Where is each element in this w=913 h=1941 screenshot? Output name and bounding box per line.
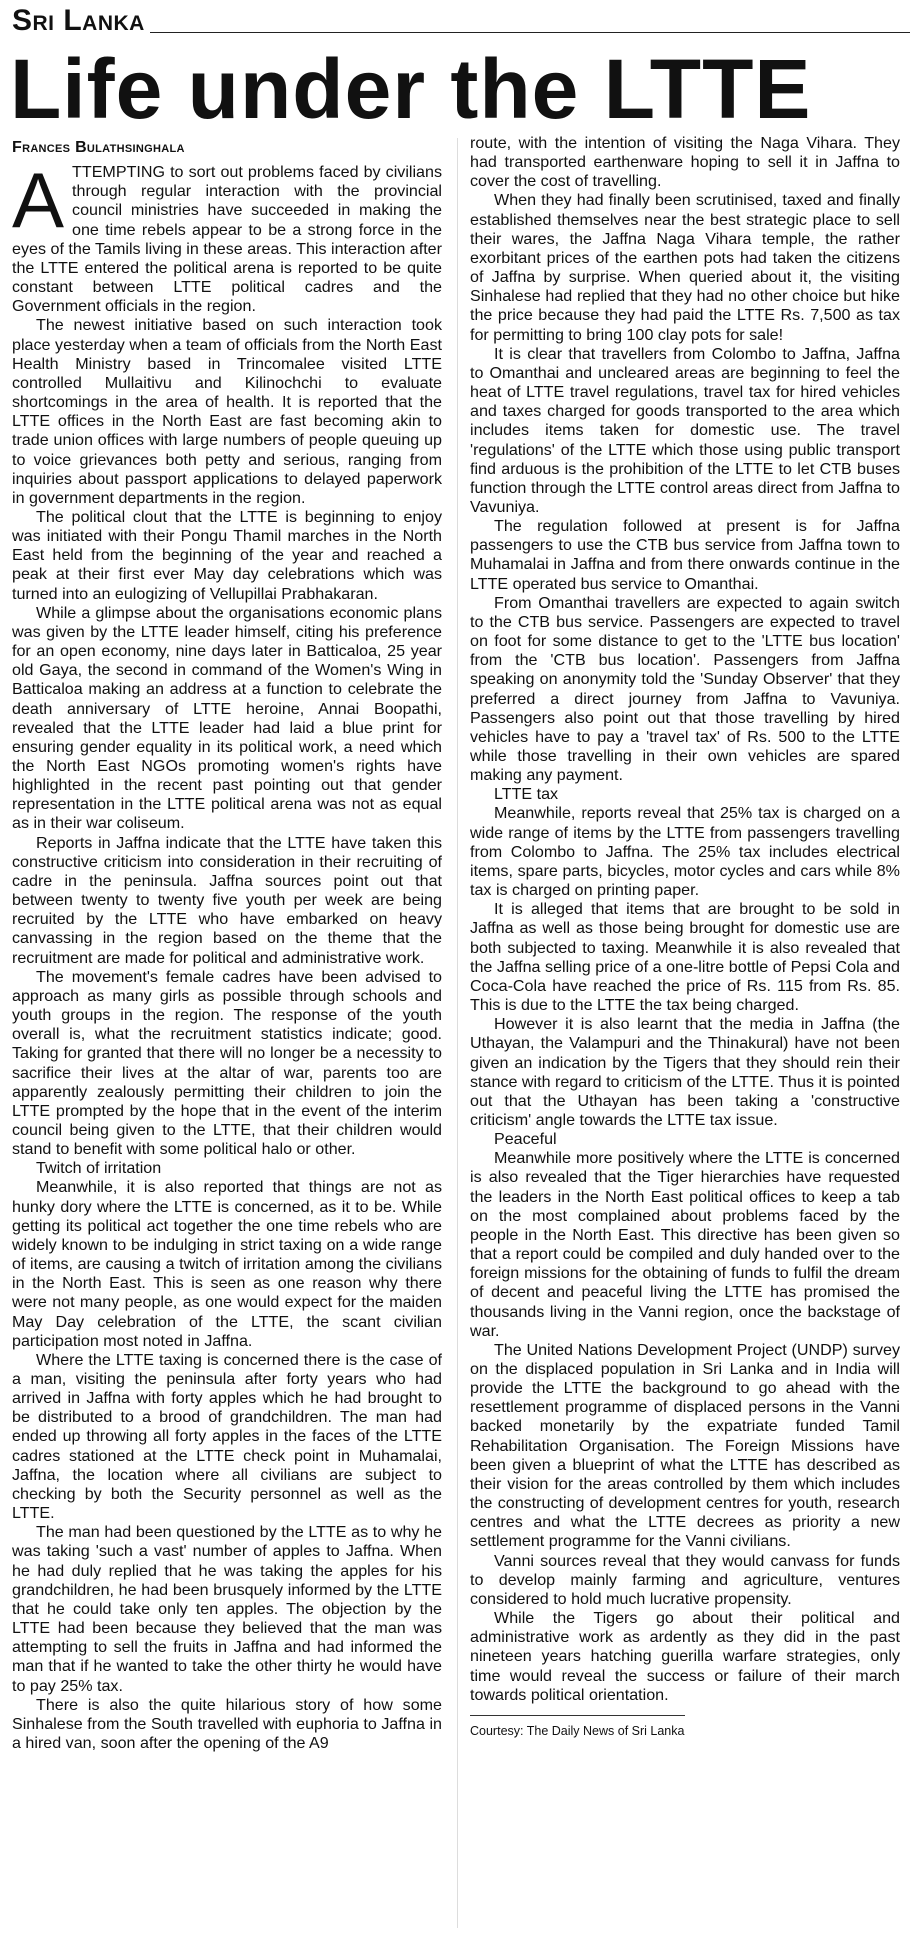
paragraph: The regulation followed at present is for Jaffna passengers to use the CTB bus service from Jaffna town to Muhamalai in Jaffna and from there onwards continue in the LTTE operated bus service to Omanthai. — [470, 517, 900, 593]
paragraph — [12, 156, 442, 316]
section-rule — [150, 32, 910, 33]
paragraph: When they had finally been scrutinised, taxed and finally established themselves near the best strategic place to sell their wares, the Jaffna Naga Vihara temple, the rather exorbitant prices of the earthen pots had taken the citizens of Jaffna by surprise. When queried about it, the visiting Sinhalese had replied that they had no other choice but hike the price because they had paid the LTTE Rs. 7,500 as tax for permitting to bring 100 clay pots for sale! — [470, 191, 900, 344]
paragraph: It is clear that travellers from Colombo to Jaffna, Jaffna to Omanthai and uncleared areas are beginning to feel the heat of LTTE travel regulations, travel tax for hired vehicles and taxes charged for goods transported to the area which includes items taken for domestic use. The travel 'regulations' of the LTTE which those using public transport find arduous is the prohibition of the LTTE to let CTB buses function through the LTTE control areas direct from Jaffna to Vavuniya. — [470, 344, 900, 516]
paragraph: However it is also learnt that the media in Jaffna (the Uthayan, the Valampuri and the Thinakural) have not been given an indication by the Tigers that they should rein their stance with regard to criticism of the LTTE. Thus it is pointed out that the Uthayan has been taking a 'constructive criticism' angle towards the LTTE tax issue. — [470, 1015, 900, 1129]
right-column — [470, 134, 900, 1741]
paragraph: From Omanthai travellers are expected to again switch to the CTB bus service. Passengers are expected to travel on foot for some distance to get to the 'LTTE bus location' from the 'CTB bus location'. Passengers from Jaffna speaking on anonymity told the 'Sunday Observer' that they preferred a direct journey from Jaffna to Vavuniya. Passengers also point out that those travelling by hired vehicles have to pay a 'travel tax' of Rs. 500 to the LTTE while those travelling in their own vehicles are spared making any payment. — [470, 593, 900, 785]
left-column — [12, 138, 442, 1753]
paragraph: While the Tigers go about their political and administrative work as ardently as they did in the past nineteen years hatching guerilla warfare strategies, only time would reveal the success or failure of their march towards political orientation. — [470, 1609, 900, 1704]
paragraph: Meanwhile more positively where the LTTE is concerned is also revealed that the Tiger hierarchies have requested the leaders in the North East political offices to keep a tab on the most complained about problems faced by the people in the North East. This directive has been given so that a report could be compiled and duly handed over to the foreign missions for the obtaining of funds to fulfil the dream of decent and peaceful living the LTTE has promised the thousands living in the Vanni region, once the backstage of war. — [470, 1149, 900, 1340]
paragraph: route, with the intention of visiting the Naga Vihara. They had transported earthenware hoping to sell it in Jaffna to cover the cost of travelling. — [470, 134, 900, 191]
paragraph: There is also the quite hilarious story of how some Sinhalese from the South travelled with euphoria to Jaffna in a hired van, soon after the opening of the A9 — [12, 1695, 442, 1752]
section-label: Sri Lanka — [12, 4, 145, 37]
paragraph: Reports in Jaffna indicate that the LTTE have taken this constructive criticism into consideration in their recruiting of cadre in the peninsula. Jaffna sources point out that between twenty to twenty five youth per week are being recruited by the LTTE who have embarked on heavy canvassing in the region based on the theme that the recruitment are made for political and administrative work. — [12, 833, 442, 967]
paragraph: The newest initiative based on such interaction took place yesterday when a team of officials from the North East Health Ministry based in Trincomalee visited LTTE controlled Mullaitivu and Kilinochchi to evaluate shortcomings in the area of health. It is reported that the LTTE offices in the North East are fast becoming akin to trade union offices with large numbers of people queuing up to voice grievances both petty and serious, ranging from inquiries about passport applications to delayed paperwork in government departments in the region. — [12, 316, 442, 507]
subheading: Twitch of irritation — [36, 1159, 162, 1178]
paragraph: Meanwhile, it is also reported that things are not as hunky dory where the LTTE is concerned, as it to be. While getting its political act together the one time rebels who are widely known to be indulging in strict taxing on a wide range of items, are causing a twitch of irritation among the civilians in the North East. This is seen as one reason why there were not many people, as one would expect for the maiden May Day celebration of the LTTE, the scant civilian participation most noted in Jaffna. — [12, 1178, 442, 1350]
paragraph: Vanni sources reveal that they would canvass for funds to develop mainly farming and agriculture, ventures considered to hold much lucrative propensity. — [470, 1551, 900, 1608]
paragraph: Meanwhile, reports reveal that 25% tax is charged on a wide range of items by the LTTE from passengers travelling from Colombo to Jaffna. The 25% tax includes electrical items, spare parts, bicycles, motor cycles and cars while 8% tax is charged on printing paper. — [470, 804, 900, 900]
courtesy-credit: Courtesy: The Daily News of Sri Lanka — [470, 1723, 685, 1738]
paragraph: The man had been questioned by the LTTE as to why he was taking 'such a vast' number of apples to Jaffna. When he had duly replied that he was taking the apples for his grandchildren, he had been brusquely informed by the LTTE that he could take only ten apples. The objection by the LTTE had been because they believed that the man was attempting to sell the fruits in Jaffna and had informed the man that if he wanted to take the other thirty he would have to pay 25% tax. — [12, 1523, 442, 1695]
paragraph: The movement's female cadres have been advised to approach as many girls as possible through schools and youth groups in the region. The response of the youth overall is, what the recruitment statistics indicate; good. Taking for granted that there will no longer be a necessity to sacrifice their lives at the altar of war, parents too are apparently zealously permitting their children to join the LTTE prompted by the hope that in the event of the interim council being given to the LTTE, that their children would stand to benefit with some political halo or other. — [12, 967, 442, 1159]
byline: Frances Bulathsinghala — [12, 139, 185, 156]
paragraph-text: TTEMPTING to sort out problems faced by civilians through regular interaction with the provincial council ministries have succeeded in making the one time rebels appear to be a strong force in the eyes of the Tamils living in these areas. This interaction after the LTTE entered the political arena is reported to be quite constant between LTTE political cadres and the Government officials in the region. — [12, 163, 442, 316]
paragraph: While a glimpse about the organisations economic plans was given by the LTTE leader himself, citing his preference for an open economy, nine days later in Batticaloa, 25 year old Gaya, the second in command of the Women's Wing in Batticaloa making an address at a function to celebrate the death anniversary of LTTE heroine, Annai Boopathi, revealed that the LTTE leader had laid a blue print for ensuring gender equality in its political work, a need which the North East NGOs promoting women's rights have highlighted in the recent past pointing out that gender representation in the LTTE political arena was not as equal as in their war coliseum. — [12, 603, 442, 833]
headline: Life under the LTTE — [10, 42, 812, 136]
credit-rule — [470, 1715, 685, 1716]
subheading: LTTE tax — [494, 785, 559, 804]
paragraph: It is alleged that items that are brought to be sold in Jaffna as well as those being brought for domestic use are both subjected to taxing. Meanwhile it is also revealed that the Jaffna selling price of a one-litre bottle of Pepsi Cola and Coca-Cola have reached the price of Rs. 115 from Rs. 85. This is due to the LTTE the tax being charged. — [470, 900, 900, 1015]
paragraph: The political clout that the LTTE is beginning to enjoy was initiated with their Pongu Thamil marches in the North East held from the beginning of the year and reached a peak at their first ever May day celebrations which was turned into an eulogizing of Vellupillai Prabhakaran. — [12, 507, 442, 603]
drop-cap: A — [12, 156, 65, 245]
subheading: Peaceful — [494, 1130, 557, 1149]
column-divider — [457, 138, 458, 1928]
paragraph: Where the LTTE taxing is concerned there is the case of a man, visiting the peninsula after forty years who had arrived in Jaffna with forty apples which he had brought to be distributed to a brood of grandchildren. The man had ended up throwing all forty apples in the faces of the LTTE cadres stationed at the LTTE check point in Muhamalai, Jaffna, the location where all civilians are subject to checking by both the Security personnel as well as the LTTE. — [12, 1350, 442, 1523]
paragraph: The United Nations Development Project (UNDP) survey on the displaced population in Sri Lanka and in India will provide the LTTE the background to go ahead with the resettlement programme of displaced persons in the Vanni backed monetarily by the expatriate funded Tamil Rehabilitation Organisation. The Foreign Missions have been given a blueprint of what the LTTE has described as their vision for the areas controlled by them which includes the constructing of development centres for youth, research centres and what the LTTE decrees as priority a new settlement programme for the Vanni civilians. — [470, 1340, 900, 1551]
